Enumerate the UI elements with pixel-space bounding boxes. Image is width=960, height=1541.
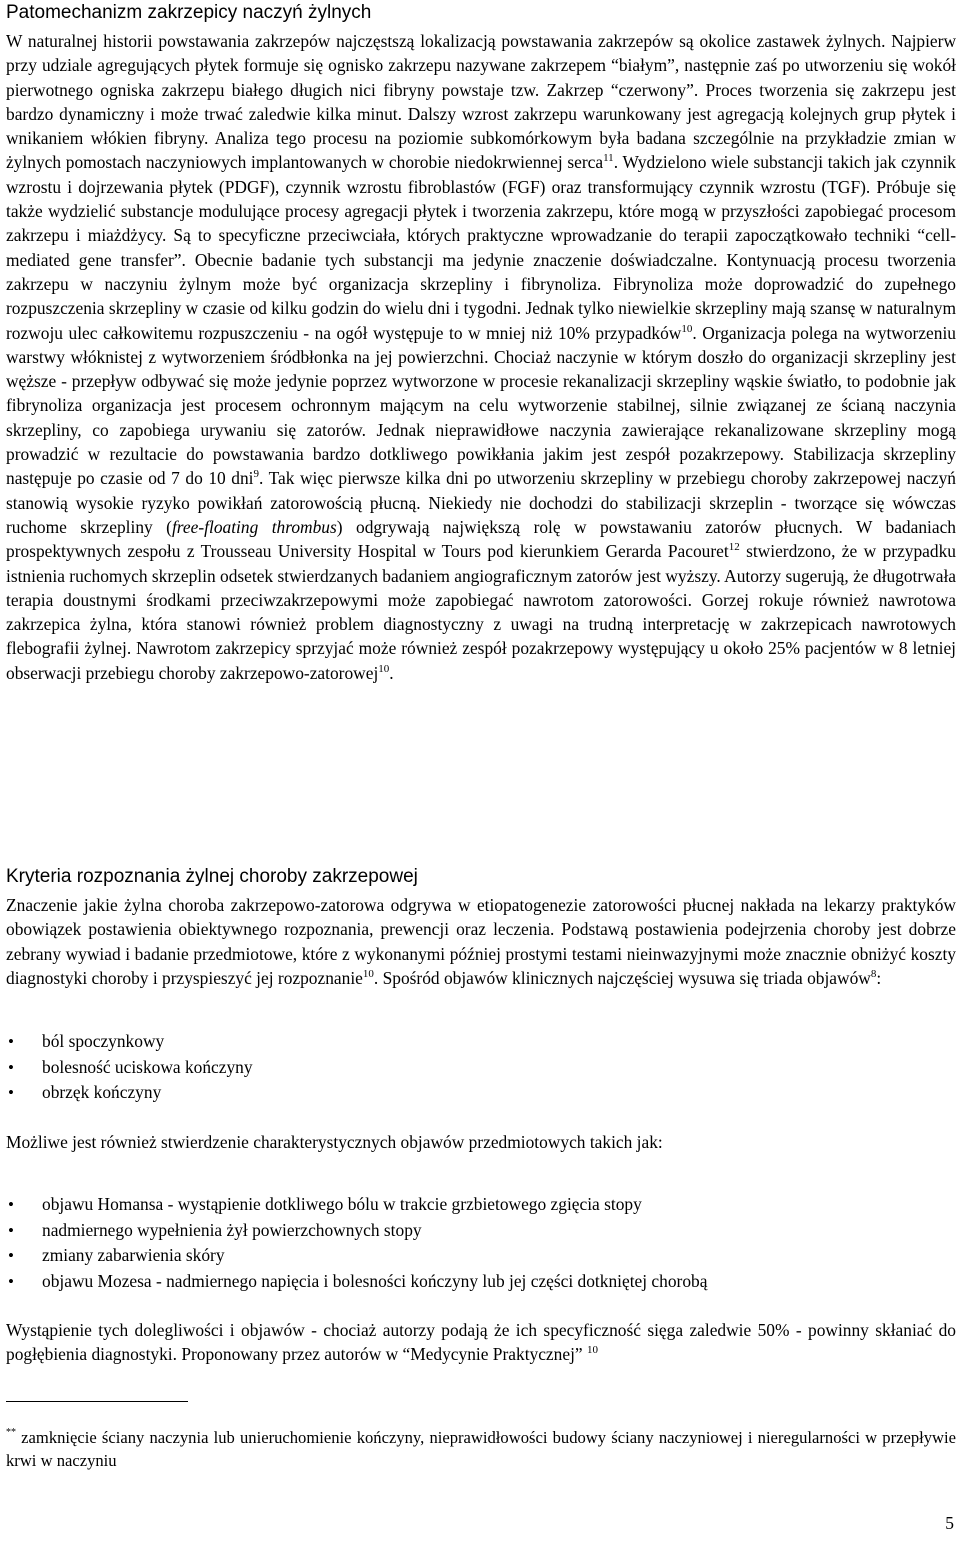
list-item: • zmiany zabarwienia skóry [6,1243,956,1269]
citation-ref: 12 [728,541,740,554]
citation-ref: 11 [603,152,614,165]
text-run: . Organizacja polega na wytworzeniu warstwy włóknistej z wytworzeniem śródbłonka na jej powierzchni. Chociaż naczynie w którym doszło do organizacji skrzepliny jest węższe - przepływ odbywać się może jedynie poprzez wytworzone w procesie rekanalizacji skrzepliny wąskie światło, to podobnie jak fibrynoliza organizacja jest procesem ochronnym mającym na celu wytworzenie stabilnej, silnie związanej ze ścianą naczynia skrzepliny, co zapobiega urywaniu się zatorów. Jednak nieprawidłowe naczynia zawierające rekanalizowane skrzepliny mogą prowadzić w rezultacie do powstawania bardzo dotkliwego powikłania jakim jest zespół pozakrzepowy. Stabilizacja skrzepliny następuje po czasie od 7 do 10 dni [6,322,956,489]
text-run: . Wydzielono wiele substancji takich jak czynnik wzrostu i dojrzewania płytek (PDGF), czynnik wzrostu fibroblastów (FGF) oraz transformujący czynnik wzrostu (TGF). Próbuje się także wydzielić substancje modulujące procesy agregacji płytek i tworzenia zakrzepu, które mogą w przyszłości zapobiegać procesom zakrzepu i miażdżycy. Są to specyficzne przeciwciała, których praktyczne wprowadzanie do terapii zapoczątkowało techniki “cell-mediated gene transfer”. Obecnie badanie tych substancji ma jedynie znaczenie doświadczalne. Kontynuacją procesu tworzenia zakrzepu w naczyniu żylnym może być organizacja skrzepliny i fibrynoliza. Fibrynoliza może doprowadzić do zupełnego rozpuszczenia skrzepliny w czasie od kilku godzin do wielu dni i tygodni. Jednak tylko niewielkie skrzepliny mają szansę w naturalnym rozwoju ulec całkowitemu rozpuszczeniu - na ogół występuje to w mniej niż 10% przypadków [6,152,956,343]
text-run: ) odgrywają największą rolę w powstawaniu zatorów płucnych. W badaniach prospektywnych zespołu z Trousseau University Hospital w Tours pod kierunkiem Gerarda Pacouret [6,516,956,562]
text-run: W naturalnej historii powstawania zakrzepów najczęstszą lokalizacją powstawania zakrzepów są okolice zastawek żylnych. Najpierw przy udziale agregujących płytek formuje się ognisko zakrzepu nazywane zakrzepem “białym”, następnie zaś po utworzeniu się wokół pierwotnego ogniska zakrzepu białego długich nici fibryny powstaje tzw. Zakrzep “czerwony”. Proces tworzenia się zakrzepu jest bardzo dynamiczny i może trwać zaledwie kilka minut. Dalszy wzrost zakrzepu warunkowany jest agregacją kolejnych grup płytek i wnikaniem włókien fibryny. Analiza tego procesu na poziomie subkomórkowym była badana szczególnie na przykładzie zmian w żylnych pomostach naczyniowych implantowanych w chorobie niedokrwiennej serca [6,31,956,173]
list-item: • obrzęk kończyny [6,1080,956,1106]
text-run: . Spośród objawów klinicznych najczęściej wysuwa się triada objawów [373,967,871,988]
list-item: • bolesność uciskowa kończyny [6,1055,956,1081]
footnote [6,1421,956,1472]
symptom-list [6,1029,956,1106]
citation-ref: 10 [586,1344,598,1357]
text-run: . [389,662,394,683]
text-run: Wystąpienie tych dolegliwości i objawów - chociaż autorzy podają że ich specyficzność sięga zaledwie 50% - powinny skłaniać do pogłębienia diagnostyki. Proponowany przez autorów w “Medycynie Praktycznej” [6,1320,956,1365]
italic-term: free-floating thrombus [171,516,337,537]
page-number: 5 [945,1513,954,1533]
citation-ref: 10 [362,967,374,980]
text-run: . Tak więc pierwsze kilka dni po utworzeniu skrzepliny w przebiegu choroby zakrzepowej naczyń stanowią wysokie ryzyko powikłań zatorowością płucną. Niekiedy nie dochodzi do stabilizacji skrzeplin - tworzące się wówczas ruchome skrzepliny ( [6,468,957,537]
citation-ref: 8 [870,967,877,980]
signs-list [6,1192,956,1294]
citation-ref: 10 [378,662,390,675]
footnote-divider [6,1401,188,1402]
footnote-mark: ** [6,1427,16,1438]
footnote-text: zamknięcie ściany naczynia lub unieruchomienie kończyny, nieprawidłowości budowy ściany naczyniowej i nieregularności w przepływie krwi w naczyniu [6,1428,956,1470]
text-run: Znaczenie jakie żylna choroba zakrzepowo-zatorowa odgrywa w etiopatogenezie zatorowości płucnej nakłada na lekarzy praktyków obowiązek postawienia obiektywnego rozpoznania, prewencji oraz leczenia. Podstawą postawienia podejrzenia choroby jest dobrze zebrany wywiad i badanie przedmiotowe, które z wykonanymi później prostymi testami nieinwazyjnymi może znacznie obniżyć koszty diagnostyki choroby i przyspieszyć jej rozpoznanie [6,895,956,988]
list-item: • objawu Homansa - wystąpienie dotkliwego bólu w trakcie grzbietowego zgięcia stopy [6,1192,956,1218]
section-heading-pathomechanism: Patomechanizm zakrzepicy naczyń żylnych [6,2,372,23]
list-item: • nadmiernego wypełnienia żył powierzchownych stopy [6,1218,956,1244]
list-item: • ból spoczynkowy [6,1029,956,1055]
text-run: : [876,967,882,988]
text-run: stwierdzono, że w przypadku istnienia ruchomych skrzeplin odsetek stwierdzanych badaniem angiograficznym zatorów jest wyższy. Autorzy sugerują, że długotrwała terapia doustnymi środkami przeciwzakrzepowymi może zapobiegać nawrotom zatorowości. Gorzej rokuje również nawrotowa zakrzepica żylna, która stanowi również problem diagnostyczny z uwagi na trudną interpretację w zakrzepicach nawrotowych flebografii żylnej. Nawrotom zakrzepicy sprzyjać może również zespół pozakrzepowy występujący u około 25% pacjentów w 8 letniej obserwacji przebiegu choroby zakrzepowo-zatorowej [6,541,956,683]
list-item: • objawu Mozesa - nadmiernego napięcia i bolesności kończyny lub jej części dotkniętej chorobą [6,1269,956,1295]
citation-ref: 10 [681,322,693,335]
paragraph-pathomechanism [6,29,956,685]
section-heading-criteria: Kryteria rozpoznania żylnej choroby zakrzepowej [6,866,418,887]
citation-ref: 9 [253,468,260,481]
paragraph-signs-intro: Możliwe jest również stwierdzenie charakterystycznych objawów przedmiotowych takich jak: [6,1132,663,1152]
paragraph-criteria [6,893,956,990]
paragraph-occurrence [6,1318,956,1367]
